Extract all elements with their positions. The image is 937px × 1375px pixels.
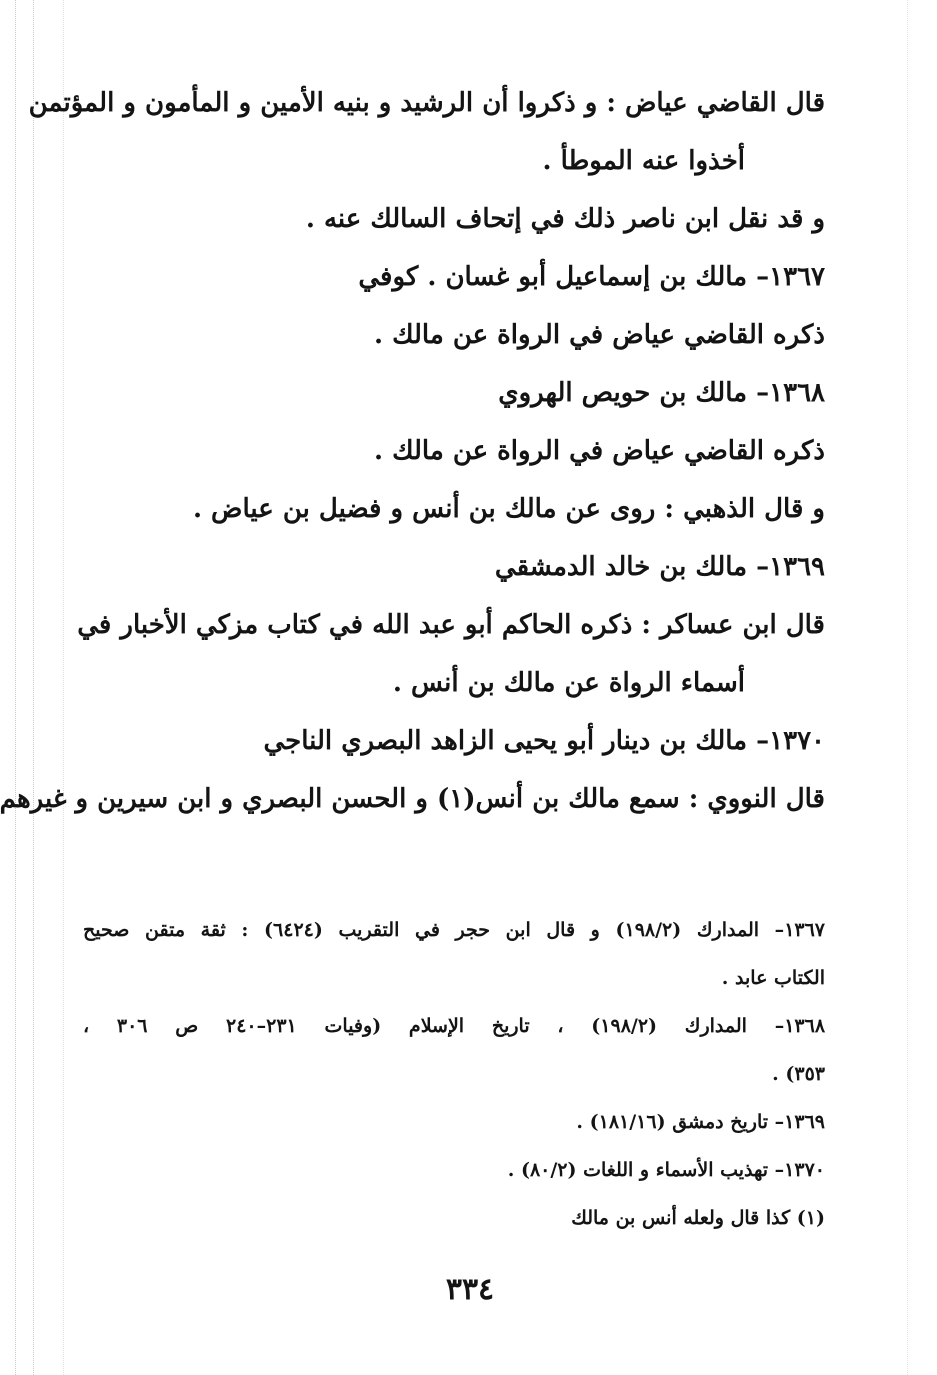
footnotes <box>83 906 825 1242</box>
scan-edge-dots <box>63 0 64 1375</box>
footnote-line: ١٣٧٠– تهذيب الأسماء و اللغات (٨٠/٢) . <box>507 1159 825 1181</box>
page-number: ٣٣٤ <box>445 1272 495 1307</box>
text-line: ذكره القاضي عياض في الرواة عن مالك . <box>373 320 825 350</box>
entry-heading: ١٣٦٩– مالك بن خالد الدمشقي <box>494 552 825 582</box>
footnote-line: ٣٥٣) . <box>772 1063 825 1085</box>
text-line: أسماء الرواة عن مالك بن أنس . <box>392 668 745 698</box>
entry-heading: ١٣٦٧– مالك بن إسماعيل أبو غسان . كوفي <box>358 262 825 292</box>
text-line: أخذوا عنه الموطأ . <box>542 146 745 176</box>
scan-edge-dots <box>907 0 908 1375</box>
text-line: و قال الذهبي : روى عن مالك بن أنس و فضيل بن عياض . <box>192 494 825 524</box>
footnote-line: ١٣٦٨– المدارك (١٩٨/٢) ، تاريخ الإسلام (وفيات ٢٣١–٢٤٠ ص ٣٠٦ ، <box>83 1015 826 1037</box>
scan-edge-dots <box>33 0 34 1375</box>
text-line: قال القاضي عياض : و ذكروا أن الرشيد و بنيه الأمين و المأمون و المؤتمن <box>28 88 825 118</box>
text-line: و قد نقل ابن ناصر ذلك في إتحاف السالك عنه . <box>305 204 825 234</box>
footnote-line: الكتاب عابد . <box>721 967 825 989</box>
footnote-line: (١) كذا قال ولعله أنس بن مالك <box>571 1207 825 1229</box>
text-line: قال ابن عساكر : ذكره الحاكم أبو عبد الله في كتاب مزكي الأخبار في <box>77 610 825 640</box>
entry-heading: ١٣٧٠– مالك بن دينار أبو يحيى الزاهد البصري الناجي <box>263 726 825 756</box>
main-text <box>0 74 825 828</box>
text-line: ذكره القاضي عياض في الرواة عن مالك . <box>373 436 825 466</box>
entry-heading: ١٣٦٨– مالك بن حويص الهروي <box>498 378 825 408</box>
footnote-line: ١٣٦٩– تاريخ دمشق (١٨١/١٦) . <box>576 1111 825 1133</box>
text-line: قال النووي : سمع مالك بن أنس(١) و الحسن البصري و ابن سيرين و غيرهم <box>0 784 825 814</box>
scan-edge-dots <box>15 0 16 1375</box>
footnote-line: ١٣٦٧– المدارك (١٩٨/٢) و قال ابن حجر في التقريب (٦٤٢٤) : ثقة متقن صحيح <box>83 919 826 941</box>
